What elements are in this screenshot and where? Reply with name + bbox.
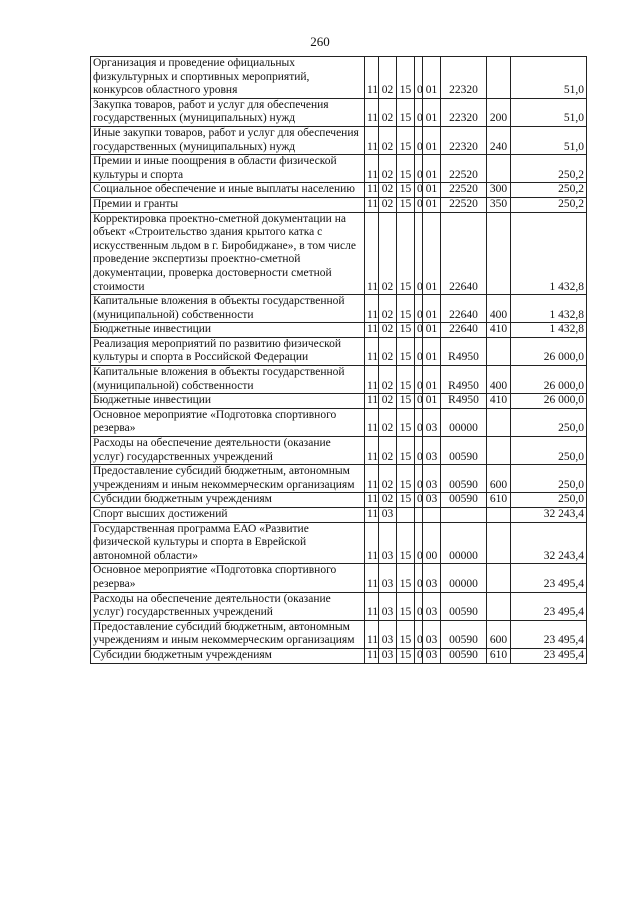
row-section: 11	[365, 197, 379, 212]
row-program: 15	[397, 323, 415, 338]
row-name: Закупка товаров, работ и услуг для обеспечения государственных (муниципальных) нужд	[91, 98, 365, 126]
row-name: Спорт высших достижений	[91, 508, 365, 523]
row-subprogram: 0	[415, 408, 423, 436]
row-amount: 26 000,0	[511, 394, 587, 409]
row-program	[397, 508, 415, 523]
row-amount: 51,0	[511, 126, 587, 154]
row-main-activity: 01	[423, 295, 441, 323]
row-direction-code: 00000	[441, 522, 487, 564]
row-subprogram: 0	[415, 394, 423, 409]
row-subsection: 02	[379, 437, 397, 465]
row-name: Предоставление субсидий бюджетным, автономным учреждениям и иным некоммерческим организациям	[91, 620, 365, 648]
row-subsection: 02	[379, 493, 397, 508]
row-direction-code: 22640	[441, 323, 487, 338]
table-row	[91, 592, 587, 620]
table-row	[91, 212, 587, 295]
table-row	[91, 408, 587, 436]
row-subprogram: 0	[415, 437, 423, 465]
row-subsection: 03	[379, 564, 397, 592]
row-amount: 32 243,4	[511, 508, 587, 523]
table-row	[91, 155, 587, 183]
row-expense-type: 350	[487, 197, 511, 212]
row-expense-type	[487, 212, 511, 295]
row-name: Бюджетные инвестиции	[91, 323, 365, 338]
row-section: 11	[365, 648, 379, 663]
row-expense-type: 610	[487, 493, 511, 508]
row-main-activity: 01	[423, 212, 441, 295]
row-main-activity: 01	[423, 183, 441, 198]
row-expense-type	[487, 508, 511, 523]
row-section: 11	[365, 408, 379, 436]
row-main-activity: 03	[423, 592, 441, 620]
table-row	[91, 57, 587, 99]
row-direction-code: 00590	[441, 437, 487, 465]
row-section: 11	[365, 394, 379, 409]
row-program: 15	[397, 57, 415, 99]
row-expense-type: 610	[487, 648, 511, 663]
row-expense-type	[487, 437, 511, 465]
row-expense-type	[487, 408, 511, 436]
row-amount: 1 432,8	[511, 295, 587, 323]
row-amount: 1 432,8	[511, 212, 587, 295]
row-subsection: 02	[379, 295, 397, 323]
table-row	[91, 648, 587, 663]
row-amount: 23 495,4	[511, 620, 587, 648]
table-row	[91, 183, 587, 198]
row-subprogram: 0	[415, 522, 423, 564]
table-row	[91, 465, 587, 493]
row-amount: 250,2	[511, 183, 587, 198]
row-subsection: 02	[379, 98, 397, 126]
row-direction-code: R4950	[441, 337, 487, 365]
row-program: 15	[397, 592, 415, 620]
row-subsection: 02	[379, 126, 397, 154]
row-program: 15	[397, 126, 415, 154]
row-section: 11	[365, 126, 379, 154]
row-direction-code: 22520	[441, 197, 487, 212]
row-amount: 250,0	[511, 408, 587, 436]
row-program: 15	[397, 212, 415, 295]
row-main-activity: 03	[423, 408, 441, 436]
row-expense-type	[487, 522, 511, 564]
row-section: 11	[365, 366, 379, 394]
row-program: 15	[397, 620, 415, 648]
row-program: 15	[397, 408, 415, 436]
row-main-activity	[423, 508, 441, 523]
row-subprogram: 0	[415, 465, 423, 493]
row-subprogram: 0	[415, 648, 423, 663]
row-program: 15	[397, 155, 415, 183]
row-program: 15	[397, 437, 415, 465]
row-subsection: 02	[379, 212, 397, 295]
row-expense-type: 400	[487, 295, 511, 323]
row-section: 11	[365, 98, 379, 126]
row-program: 15	[397, 564, 415, 592]
row-section: 11	[365, 155, 379, 183]
row-direction-code: 22320	[441, 57, 487, 99]
row-program: 15	[397, 98, 415, 126]
row-direction-code: 22520	[441, 155, 487, 183]
row-main-activity: 03	[423, 648, 441, 663]
row-main-activity: 03	[423, 493, 441, 508]
row-section: 11	[365, 522, 379, 564]
table-row	[91, 337, 587, 365]
row-program: 15	[397, 197, 415, 212]
row-subsection: 02	[379, 155, 397, 183]
table-row	[91, 620, 587, 648]
row-expense-type: 240	[487, 126, 511, 154]
row-subprogram: 0	[415, 212, 423, 295]
row-section: 11	[365, 212, 379, 295]
row-section: 11	[365, 337, 379, 365]
row-subprogram: 0	[415, 592, 423, 620]
row-name: Основное мероприятие «Подготовка спортивного резерва»	[91, 408, 365, 436]
row-direction-code: 00590	[441, 465, 487, 493]
row-subsection: 02	[379, 394, 397, 409]
row-main-activity: 01	[423, 126, 441, 154]
row-program: 15	[397, 465, 415, 493]
row-subsection: 02	[379, 337, 397, 365]
table-row	[91, 126, 587, 154]
row-amount: 51,0	[511, 98, 587, 126]
row-direction-code: 00590	[441, 648, 487, 663]
row-amount: 26 000,0	[511, 337, 587, 365]
row-amount: 23 495,4	[511, 648, 587, 663]
table-row	[91, 564, 587, 592]
row-name: Субсидии бюджетным учреждениям	[91, 493, 365, 508]
row-main-activity: 03	[423, 465, 441, 493]
row-subsection: 02	[379, 57, 397, 99]
row-main-activity: 01	[423, 366, 441, 394]
row-direction-code: R4950	[441, 394, 487, 409]
row-subprogram: 0	[415, 323, 423, 338]
row-section: 11	[365, 323, 379, 338]
row-subprogram: 0	[415, 337, 423, 365]
row-amount: 26 000,0	[511, 366, 587, 394]
row-amount: 32 243,4	[511, 522, 587, 564]
row-subsection: 02	[379, 183, 397, 198]
row-subprogram: 0	[415, 98, 423, 126]
row-subsection: 03	[379, 508, 397, 523]
row-amount: 250,0	[511, 465, 587, 493]
row-name: Бюджетные инвестиции	[91, 394, 365, 409]
row-main-activity: 00	[423, 522, 441, 564]
row-subsection: 03	[379, 620, 397, 648]
row-main-activity: 01	[423, 323, 441, 338]
row-direction-code: 22320	[441, 98, 487, 126]
row-name: Премии и гранты	[91, 197, 365, 212]
row-name: Премии и иные поощрения в области физической культуры и спорта	[91, 155, 365, 183]
row-amount: 250,2	[511, 197, 587, 212]
row-subprogram: 0	[415, 126, 423, 154]
row-main-activity: 03	[423, 620, 441, 648]
row-program: 15	[397, 183, 415, 198]
row-main-activity: 01	[423, 394, 441, 409]
row-amount: 23 495,4	[511, 592, 587, 620]
row-section: 11	[365, 592, 379, 620]
row-expense-type: 300	[487, 183, 511, 198]
row-direction-code: 22320	[441, 126, 487, 154]
table-row	[91, 98, 587, 126]
row-section: 11	[365, 57, 379, 99]
row-direction-code: 00000	[441, 408, 487, 436]
table-row	[91, 493, 587, 508]
row-program: 15	[397, 648, 415, 663]
row-subprogram	[415, 508, 423, 523]
row-main-activity: 01	[423, 57, 441, 99]
row-subprogram: 0	[415, 197, 423, 212]
row-main-activity: 01	[423, 98, 441, 126]
row-section: 11	[365, 295, 379, 323]
row-expense-type	[487, 592, 511, 620]
row-direction-code	[441, 508, 487, 523]
row-main-activity: 01	[423, 197, 441, 212]
row-subsection: 02	[379, 197, 397, 212]
row-name: Предоставление субсидий бюджетным, автономным учреждениям и иным некоммерческим организациям	[91, 465, 365, 493]
row-direction-code: 22640	[441, 212, 487, 295]
row-name: Расходы на обеспечение деятельности (оказание услуг) государственных учреждений	[91, 437, 365, 465]
row-subprogram: 0	[415, 366, 423, 394]
row-direction-code: 00590	[441, 620, 487, 648]
table-row	[91, 508, 587, 523]
row-name: Организация и проведение официальных физкультурных и спортивных мероприятий, конкурсов областного уровня	[91, 57, 365, 99]
table-row	[91, 366, 587, 394]
table-row	[91, 437, 587, 465]
row-amount: 250,2	[511, 155, 587, 183]
row-expense-type	[487, 155, 511, 183]
row-expense-type: 410	[487, 323, 511, 338]
row-subprogram: 0	[415, 183, 423, 198]
page-number: 260	[310, 34, 330, 49]
row-direction-code: 00000	[441, 564, 487, 592]
row-amount: 250,0	[511, 437, 587, 465]
row-expense-type: 600	[487, 465, 511, 493]
row-amount: 23 495,4	[511, 564, 587, 592]
row-program: 15	[397, 337, 415, 365]
row-amount: 51,0	[511, 57, 587, 99]
table-row	[91, 323, 587, 338]
row-amount: 1 432,8	[511, 323, 587, 338]
row-name: Корректировка проектно-сметной документации на объект «Строительство здания крытого катка с искусственным льдом в г. Биробиджане», в том числе проведение экспертизы проектно-сметной документации, проверка достоверности сметной стоимости	[91, 212, 365, 295]
table-row	[91, 522, 587, 564]
row-direction-code: R4950	[441, 366, 487, 394]
row-expense-type: 410	[487, 394, 511, 409]
row-expense-type	[487, 564, 511, 592]
row-main-activity: 01	[423, 155, 441, 183]
row-subsection: 02	[379, 465, 397, 493]
row-name: Государственная программа ЕАО «Развитие физической культуры и спорта в Еврейской автономной области»	[91, 522, 365, 564]
row-name: Реализация мероприятий по развитию физической культуры и спорта в Российской Федерации	[91, 337, 365, 365]
row-section: 11	[365, 493, 379, 508]
row-expense-type	[487, 337, 511, 365]
row-main-activity: 03	[423, 564, 441, 592]
row-subprogram: 0	[415, 493, 423, 508]
row-expense-type: 600	[487, 620, 511, 648]
row-expense-type	[487, 57, 511, 99]
row-subsection: 03	[379, 522, 397, 564]
row-main-activity: 03	[423, 437, 441, 465]
row-name: Основное мероприятие «Подготовка спортивного резерва»	[91, 564, 365, 592]
row-program: 15	[397, 394, 415, 409]
row-name: Социальное обеспечение и иные выплаты населению	[91, 183, 365, 198]
row-expense-type: 400	[487, 366, 511, 394]
row-subprogram: 0	[415, 57, 423, 99]
row-subsection: 02	[379, 408, 397, 436]
row-main-activity: 01	[423, 337, 441, 365]
row-program: 15	[397, 366, 415, 394]
row-subprogram: 0	[415, 620, 423, 648]
row-subsection: 03	[379, 592, 397, 620]
row-subprogram: 0	[415, 295, 423, 323]
row-subprogram: 0	[415, 155, 423, 183]
row-name: Капитальные вложения в объекты государственной (муниципальной) собственности	[91, 366, 365, 394]
row-section: 11	[365, 465, 379, 493]
row-section: 11	[365, 183, 379, 198]
row-name: Субсидии бюджетным учреждениям	[91, 648, 365, 663]
row-direction-code: 00590	[441, 592, 487, 620]
row-subsection: 02	[379, 323, 397, 338]
table-row	[91, 295, 587, 323]
row-program: 15	[397, 522, 415, 564]
row-name: Иные закупки товаров, работ и услуг для обеспечения государственных (муниципальных) нужд	[91, 126, 365, 154]
row-expense-type: 200	[487, 98, 511, 126]
row-section: 11	[365, 564, 379, 592]
row-amount: 250,0	[511, 493, 587, 508]
row-direction-code: 22520	[441, 183, 487, 198]
row-program: 15	[397, 295, 415, 323]
table-row	[91, 197, 587, 212]
row-section: 11	[365, 620, 379, 648]
table-row	[91, 394, 587, 409]
row-direction-code: 00590	[441, 493, 487, 508]
row-program: 15	[397, 493, 415, 508]
row-name: Расходы на обеспечение деятельности (оказание услуг) государственных учреждений	[91, 592, 365, 620]
row-direction-code: 22640	[441, 295, 487, 323]
row-section: 11	[365, 508, 379, 523]
budget-table	[90, 56, 587, 664]
row-subprogram: 0	[415, 564, 423, 592]
row-name: Капитальные вложения в объекты государственной (муниципальной) собственности	[91, 295, 365, 323]
row-subsection: 02	[379, 366, 397, 394]
row-subsection: 03	[379, 648, 397, 663]
row-section: 11	[365, 437, 379, 465]
